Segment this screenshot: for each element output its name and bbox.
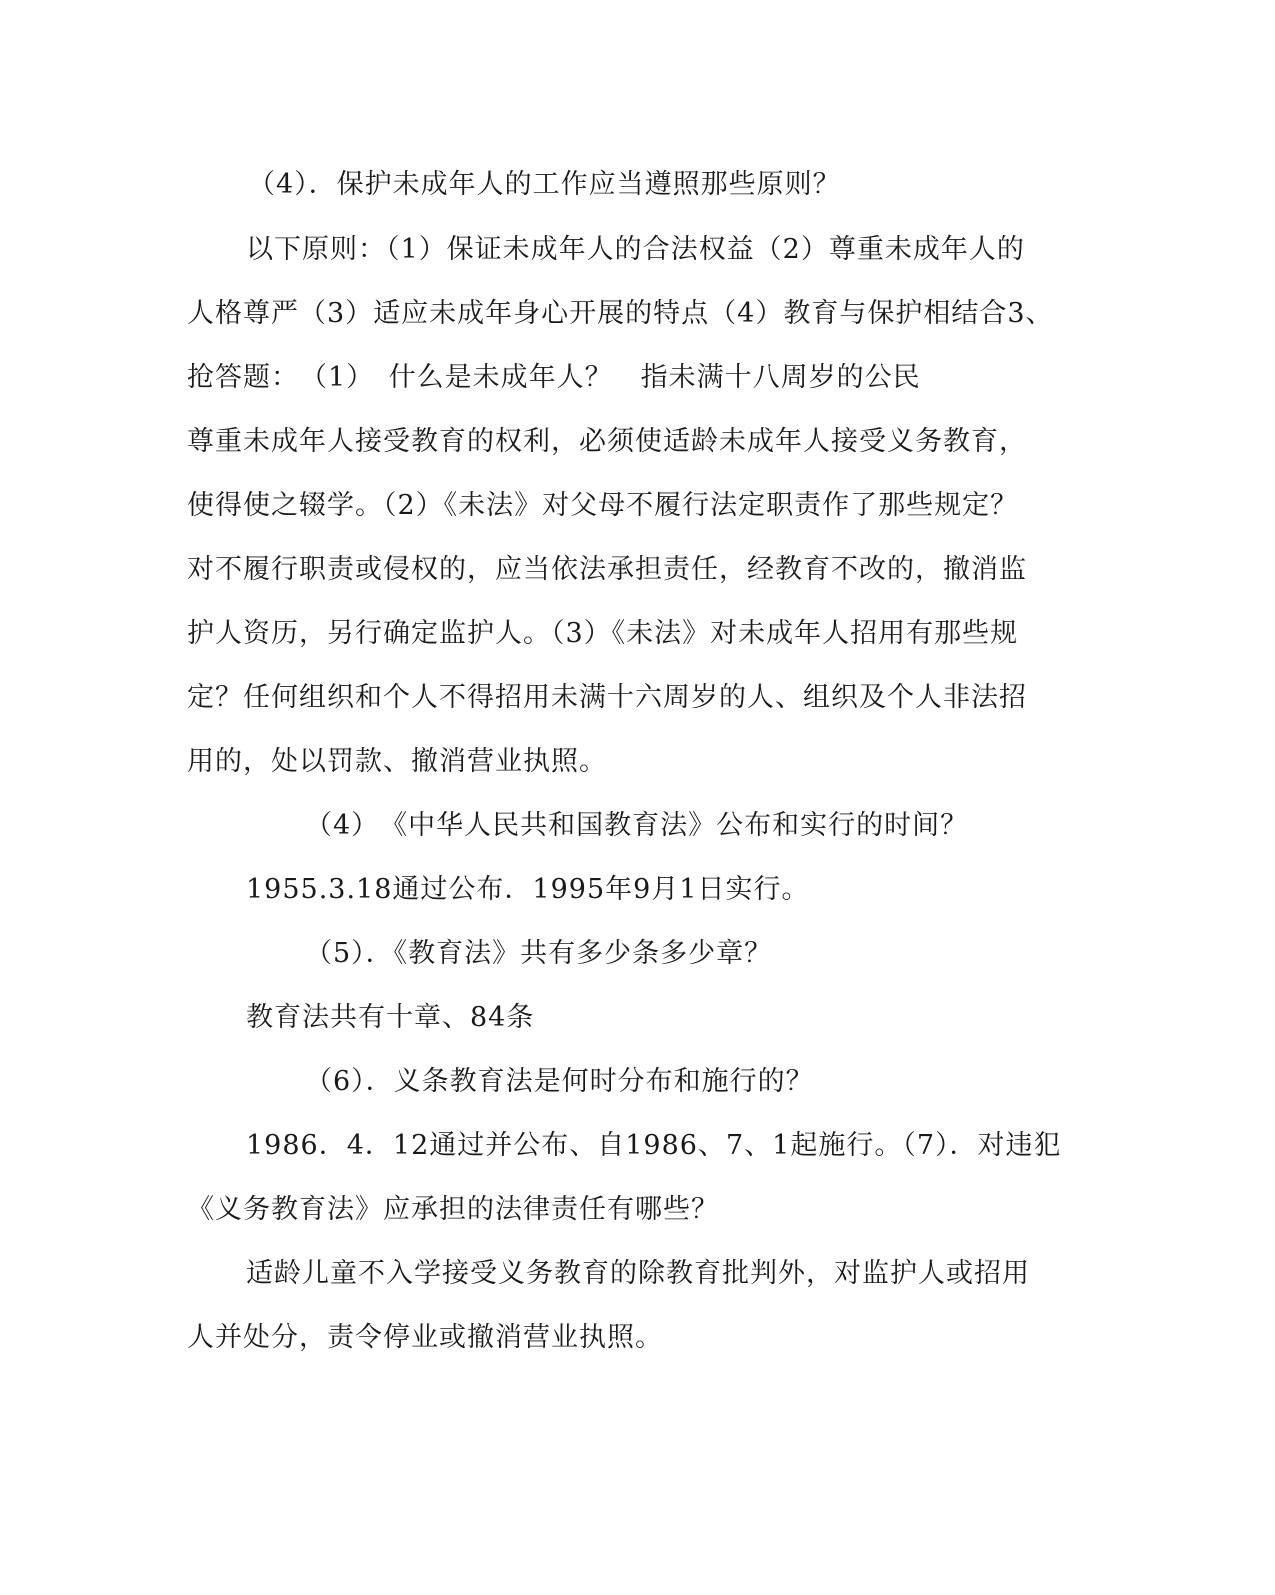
answer-line-2: 人格尊严（3）适应未成年身心开展的特点（4）教育与保护相结合3、 (187, 298, 1054, 329)
answer-7-line-2: 人并处分，责令停业或撤消营业执照。 (187, 1322, 663, 1353)
question-6-compulsory-education-law: （6）．义条教育法是何时分布和施行的？ (305, 1066, 814, 1097)
answer-6-and-question-7: 1986．4．12通过并公布、自1986、7、1起施行。（7）．对违犯 (246, 1130, 1062, 1161)
body-line-9: 定？任何组织和个人不得招用未满十六周岁的人、组织及个人非法招 (187, 682, 1027, 713)
question-4-protection-principles: （4）．保护未成年人的工作应当遵照那些原则？ (248, 169, 841, 200)
quiz-heading-question-1: 抢答题： （1） 什么是未成年人？ 指未满十八周岁的公民 (187, 362, 921, 393)
answer-education-law-chapters: 教育法共有十章、84条 (246, 1002, 535, 1033)
question-5-education-law: （5）．《教育法》共有多少条多少章？ (305, 938, 773, 969)
question-4-education-law: （4） 《中华人民共和国教育法》公布和实行的时间？ (305, 810, 969, 841)
body-line-10: 用的，处以罚款、撤消营业执照。 (187, 746, 607, 777)
answer-line-1: 以下原则：（1）保证未成年人的合法权益（2）尊重未成年人的 (246, 234, 1025, 265)
question-7-continued: 《义务教育法》应承担的法律责任有哪些？ (187, 1194, 719, 1225)
answer-education-law-date: 1955.3.18通过公布．1995年9月1日实行。 (246, 874, 810, 905)
answer-7-line-1: 适龄儿童不入学接受义务教育的除教育批判外，对监护人或招用 (246, 1258, 1030, 1289)
body-line-7: 对不履行职责或侵权的，应当依法承担责任，经教育不改的，撤消监 (187, 554, 1027, 585)
body-line-8: 护人资历，另行确定监护人。（3）《未法》对未成年人招用有那些规 (187, 618, 1019, 649)
body-line-6: 使得使之辍学。（2）《未法》对父母不履行法定职责作了那些规定？ (187, 490, 1019, 521)
body-line-5: 尊重未成年人接受教育的权利，必须使适龄未成年人接受义务教育， (187, 426, 1027, 457)
